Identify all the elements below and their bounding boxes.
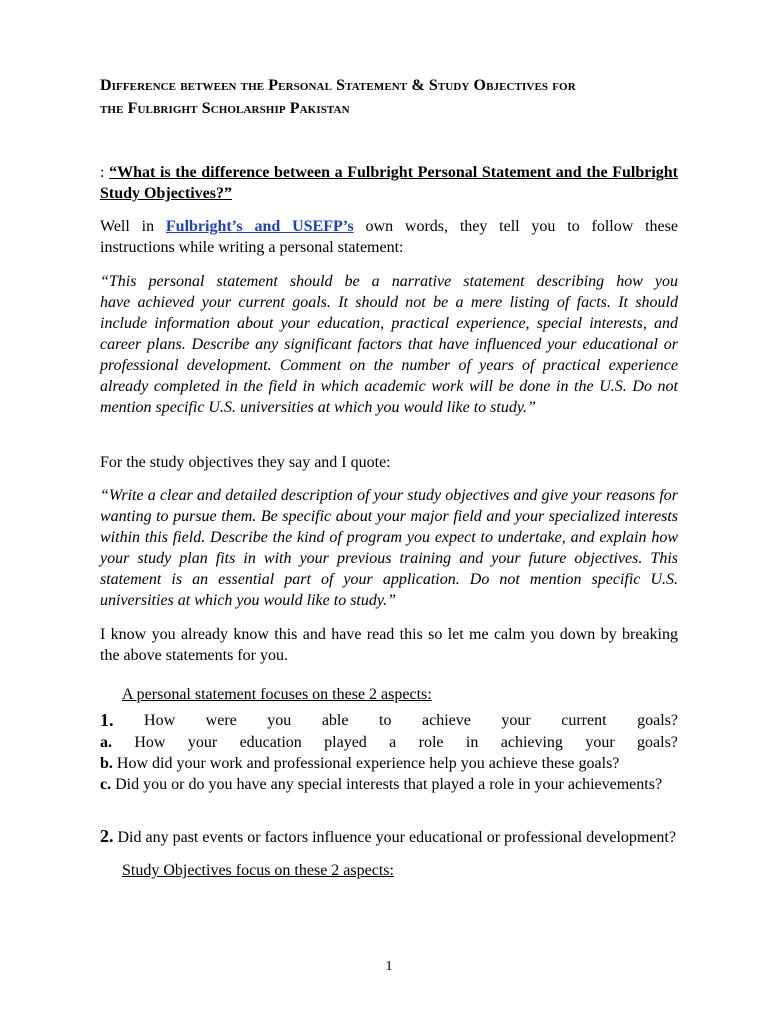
list-item-a-marker: a. [100, 734, 112, 751]
page-number: 1 [385, 959, 393, 974]
list-item-1-word: How [144, 712, 176, 729]
list-item-a [100, 732, 678, 753]
calm-paragraph: I know you already know this and have read this so let me calm you down by breaking the above statements for you. [100, 626, 678, 664]
study-objectives-heading: Study Objectives focus on these 2 aspects: [122, 862, 394, 879]
personal-statement-heading: A personal statement focuses on these 2 aspects: [122, 686, 432, 703]
study-objectives-quote: “Write a clear and detailed description of your study objectives and give your reasons for wanting to pursue them. Be specific about your major field and your specialized interests within this field. Describe the kind of program you expect to undertake, and explain how your study plan fits in with your previous training and your future objectives. This statement is an essential part of your application. Do not mention specific U.S. universities at which you would like to study.” [100, 487, 678, 609]
personal-statement-quote [100, 271, 678, 418]
list-item-a-word: in [465, 734, 479, 751]
list-item-b-text: How did your work and professional experience help you achieve these goals? [116, 755, 620, 772]
intro-line-2: instructions while writing a personal statement: [100, 239, 404, 256]
list-item-a-word: achieving [500, 734, 563, 751]
intro-line-1 [100, 216, 678, 237]
list-marker-b: b. [100, 755, 113, 772]
list-item-1-word: were [205, 712, 237, 729]
list-item-a-word: a [389, 734, 397, 751]
list-item-a-word: your [585, 734, 615, 751]
list-item-1-word: achieve [422, 712, 471, 729]
intro-end: own words, they tell you to follow these [353, 218, 678, 235]
personal-statement-list [100, 710, 678, 795]
list-item-a-word: role [418, 734, 444, 751]
fulbright-usefp-link[interactable]: Fulbright’s and USEFP’s [165, 218, 354, 235]
list-item-1-word: current [561, 712, 607, 729]
list-item-a-word: played [324, 734, 367, 751]
question-paragraph [100, 162, 678, 204]
question-text: “What is the difference between a Fulbright Personal Statement and the Fulbright Study Objectives?” [100, 164, 679, 202]
list-item-1-word: to [379, 712, 392, 729]
list-item-c [100, 774, 678, 795]
study-objectives-lead: For the study objectives they say and I quote: [100, 454, 391, 471]
title-line-2: the Fulbright Scholarship Pakistan [100, 100, 350, 117]
quote1-rest: have achieved your current goals. It should not be a mere listing of facts. It should include information about your education, practical experience, special interests, and career plans. Describe any significant factors that have influenced your educational or professional development. Comment on the number of years of practical experience already completed in the field in which academic work will be done in the U.S. Do not mention specific U.S. universities at which you would like to study.” [100, 294, 678, 416]
intro-paragraph [100, 216, 678, 258]
document-page [100, 0, 678, 1024]
list-item-1-lead [100, 710, 114, 732]
list-item-1-word: able [321, 712, 349, 729]
quote1-line-1: “This personal statement should be a narrative statement describing how you [100, 273, 678, 290]
document-title [100, 74, 678, 120]
intro-start: Well in [100, 218, 166, 235]
list-item-1 [100, 710, 678, 732]
list-item-a-word: your [187, 734, 218, 751]
list-item-1-word: goals? [637, 712, 678, 729]
list-item-a-word: How [134, 734, 166, 751]
list-item-2-text: Did any past events or factors influence your educational or professional development? [117, 829, 676, 846]
list-marker-c: c. [100, 776, 112, 793]
list-item-c-text: Did you or do you have any special interests that played a role in your achievements? [115, 776, 663, 793]
list-item-2 [100, 826, 678, 848]
list-item-1-word: your [501, 712, 531, 729]
question-prefix: : [100, 164, 110, 181]
list-item-1-marker: 1. [100, 710, 114, 730]
list-item-a-word: education [239, 734, 302, 751]
title-line-1: Difference between the Personal Statement & Study Objectives for [100, 77, 576, 94]
list-item-1-word: you [267, 712, 292, 729]
list-item-a-lead [100, 732, 112, 753]
list-marker-2: 2. [100, 826, 114, 846]
list-item-b [100, 753, 678, 774]
list-item-a-word: goals? [637, 734, 678, 751]
